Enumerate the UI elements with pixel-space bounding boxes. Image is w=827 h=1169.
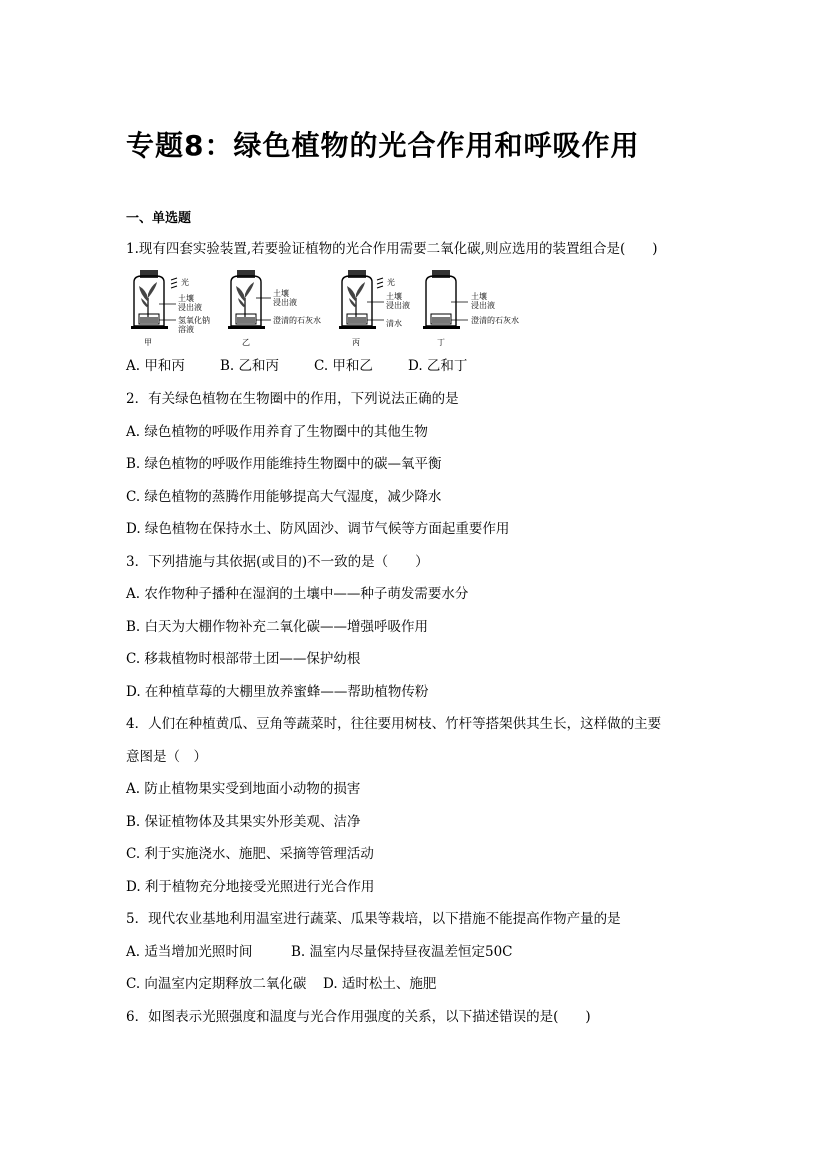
jia-label: 甲 <box>144 338 152 347</box>
q1-apparatus-figure <box>126 268 536 350</box>
q5-option-d: D. 适时松土、施肥 <box>323 976 437 992</box>
bing-extract-label: 浸出液 <box>386 301 410 310</box>
q5-options-row2 <box>126 975 436 993</box>
q2-option-a: A. 绿色植物的呼吸作用养育了生物圈中的其他生物 <box>126 424 428 440</box>
yi-extract-label: 浸出液 <box>273 298 297 307</box>
q1-option-b: B. 乙和丙 <box>220 358 280 374</box>
section-heading: 一、单选题 <box>126 211 192 226</box>
apparatus-ding <box>423 270 519 347</box>
q2-option-d: D. 绿色植物在保持水土、防风固沙、调节气候等方面起重要作用 <box>126 521 510 537</box>
q4-option-c: C. 利于实施浇水、施肥、采摘等管理活动 <box>126 846 374 862</box>
q1-option-a: A. 甲和丙 <box>126 358 185 374</box>
q3-option-a: A. 农作物种子播种在湿润的土壤中——种子萌发需要水分 <box>126 586 469 602</box>
apparatus-yi <box>228 270 321 347</box>
jia-solution-label-1: 氢氧化钠 <box>178 316 210 325</box>
yi-solution-label: 澄清的石灰水 <box>273 316 321 325</box>
bing-soil-label: 土壤 <box>386 292 402 301</box>
ding-soil-label: 土壤 <box>471 292 487 301</box>
q4-option-d: D. 利于植物充分地接受光照进行光合作用 <box>126 879 375 895</box>
q6-stem: 6．如图表示光照强度和温度与光合作用强度的关系，以下描述错误的是( ) <box>126 1009 591 1025</box>
ding-solution-label: 澄清的石灰水 <box>471 316 519 325</box>
q3-option-c: C. 移栽植物时根部带土团——保护幼根 <box>126 651 361 667</box>
q5-stem: 5．现代农业基地利用温室进行蔬菜、瓜果等栽培，以下措施不能提高作物产量的是 <box>126 911 621 927</box>
q5-option-c: C. 向温室内定期释放二氧化碳 <box>126 976 307 992</box>
q2-option-c: C. 绿色植物的蒸腾作用能够提高大气湿度，减少降水 <box>126 489 442 505</box>
q1-options <box>126 357 467 375</box>
q3-option-b: B. 白天为大棚作物补充二氧化碳——增强呼吸作用 <box>126 619 429 635</box>
jia-extract-label: 浸出液 <box>178 303 202 312</box>
q2-stem: 2．有关绿色植物在生物圈中的作用，下列说法正确的是 <box>126 391 459 407</box>
apparatus-bing <box>339 270 410 347</box>
q4-stem-line2: 意图是（ ） <box>126 749 207 765</box>
bing-solution-label: 清水 <box>386 319 402 328</box>
ding-extract-label: 浸出液 <box>471 301 495 310</box>
bing-light-label: 光 <box>387 278 395 287</box>
q1-option-d: D. 乙和丁 <box>408 358 468 374</box>
q3-option-d: D. 在种植草莓的大棚里放养蜜蜂——帮助植物传粉 <box>126 684 429 700</box>
yi-label: 乙 <box>242 338 250 347</box>
q1-stem: 1.现有四套实验装置,若要验证植物的光合作用需要二氧化碳,则应选用的装置组合是( ) <box>126 241 658 257</box>
q1-option-c: C. 甲和乙 <box>314 358 373 374</box>
q2-option-b: B. 绿色植物的呼吸作用能维持生物圈中的碳—氧平衡 <box>126 456 442 472</box>
jia-soil-label: 土壤 <box>178 294 194 303</box>
jia-solution-label-2: 溶液 <box>178 325 194 334</box>
apparatus-jia <box>131 270 210 347</box>
q4-option-a: A. 防止植物果实受到地面小动物的损害 <box>126 781 361 797</box>
ding-label: 丁 <box>437 338 445 347</box>
q5-options-row1 <box>126 943 513 961</box>
page-title: 专题8：绿色植物的光合作用和呼吸作用 <box>126 129 640 162</box>
q4-option-b: B. 保证植物体及其果实外形美观、洁净 <box>126 814 361 830</box>
q5-option-a: A. 适当增加光照时间 <box>126 944 253 960</box>
q3-stem: 3．下列措施与其依据(或目的)不一致的是（ ） <box>126 554 429 570</box>
yi-soil-label: 土壤 <box>273 289 289 298</box>
bing-label: 丙 <box>352 338 360 347</box>
q5-option-b: B. 温室内尽量保持昼夜温差恒定50C <box>291 944 513 960</box>
jia-light-label: 光 <box>181 278 189 287</box>
q4-stem-line1: 4．人们在种植黄瓜、豆角等蔬菜时，往往要用树枝、竹杆等搭架供其生长，这样做的主要 <box>126 716 662 732</box>
